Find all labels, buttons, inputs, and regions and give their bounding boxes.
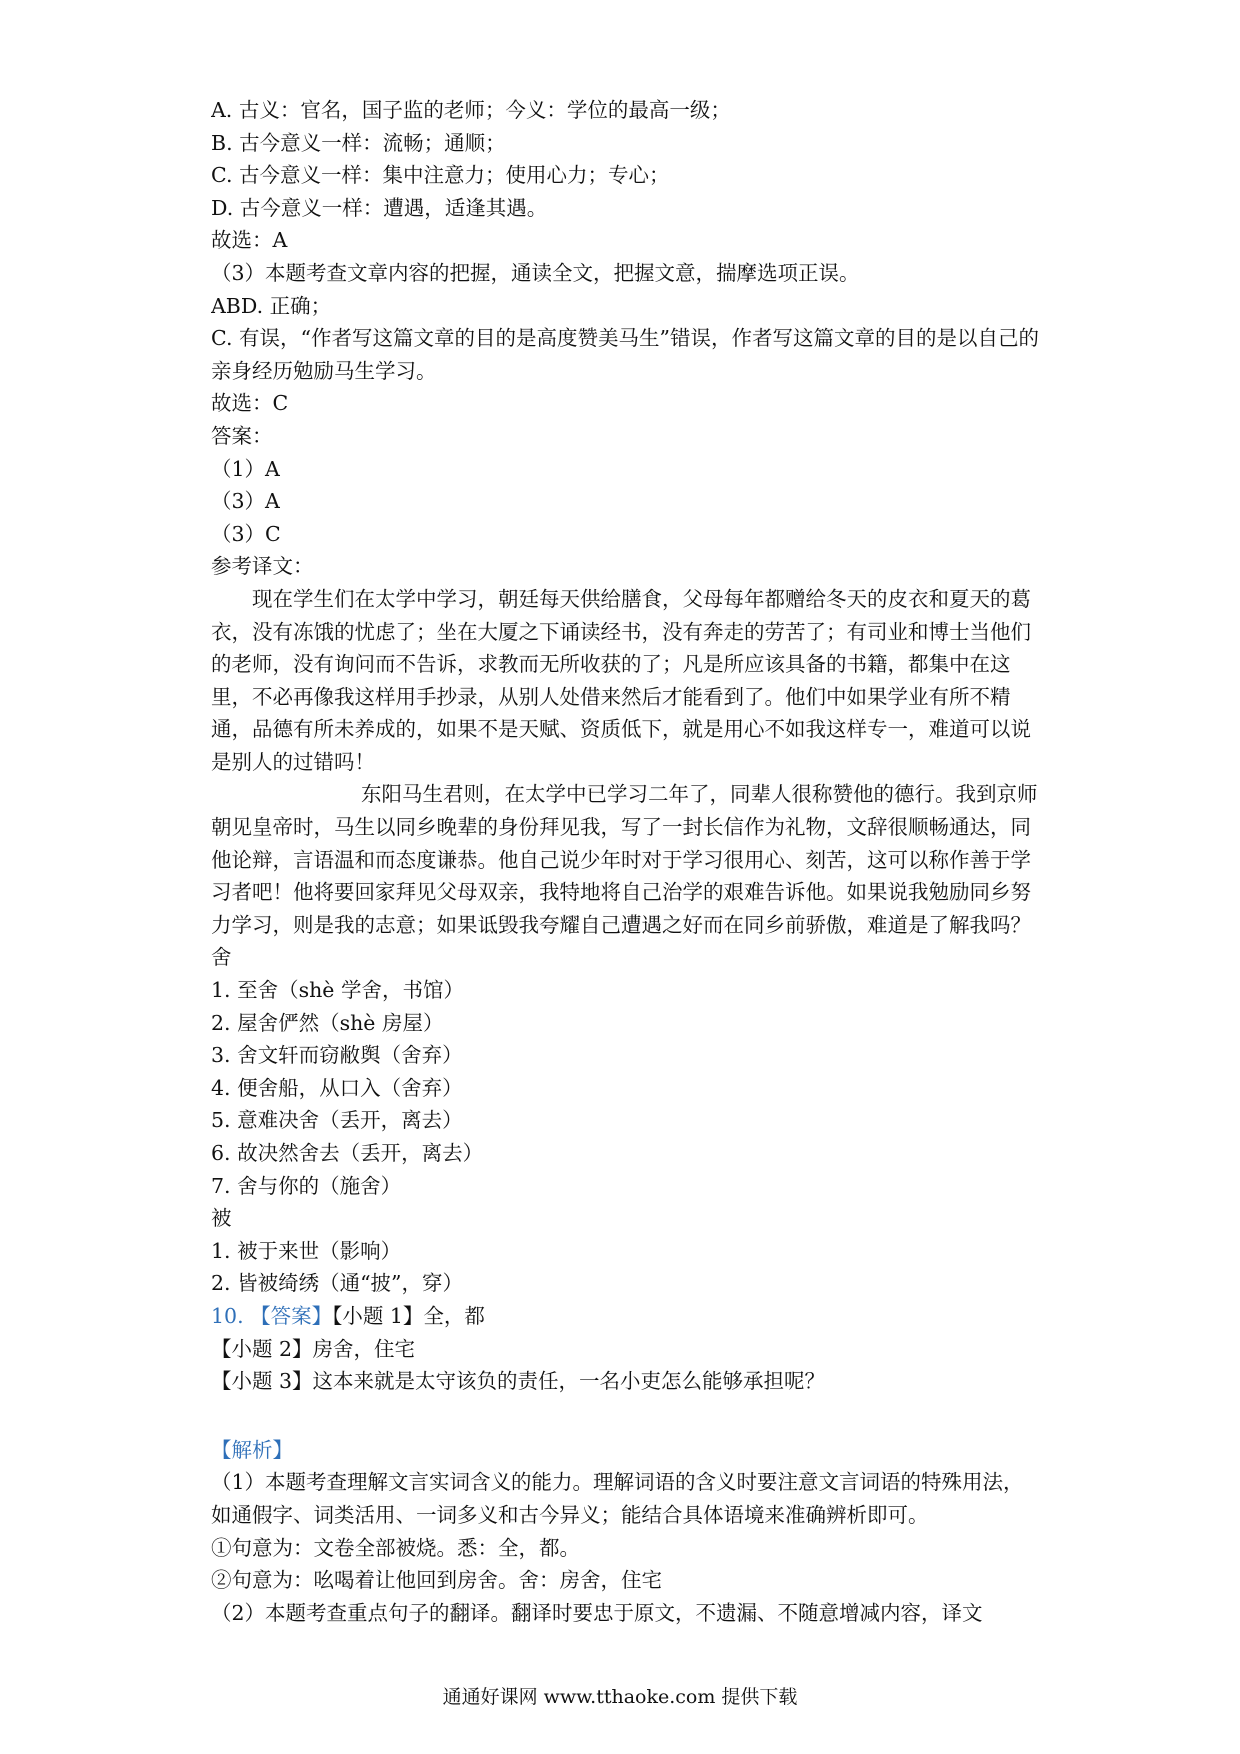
she-item: 6. 故决然舍去（丢开，离去） bbox=[211, 1141, 484, 1165]
option-c-line: C. 古今意义一样：集中注意力；使用心力；专心； bbox=[211, 163, 670, 188]
she-item: 5. 意难决舍（丢开，离去） bbox=[211, 1108, 463, 1133]
bei-item: 1. 被于来世（影响） bbox=[211, 1238, 402, 1263]
c-wrong-paragraph: C. 有误，“作者写这篇文章的目的是高度赞美马生”错误，作者写这篇文章的目的是以自己的亲身经历勉励马生学习。 bbox=[211, 326, 1039, 383]
choice-a-line: 故选：A bbox=[211, 228, 288, 253]
analysis-line-1: ①句意为：文卷全部被烧。悉：全，都。 bbox=[211, 1535, 580, 1560]
she-heading: 舍 bbox=[211, 945, 232, 970]
analysis-line-3: （2）本题考查重点句子的翻译。翻译时要忠于原文，不遗漏、不随意增减内容，译文 bbox=[211, 1600, 983, 1625]
she-item: 3. 舍文轩而窃敝舆（舍弃） bbox=[211, 1043, 463, 1068]
answer-2: （3）A bbox=[211, 489, 280, 514]
answer-3: （3）C bbox=[211, 521, 281, 546]
choice-c-line: 故选：C bbox=[211, 391, 289, 416]
she-item: 4. 便舍船，从口入（舍弃） bbox=[211, 1075, 463, 1100]
option-b-line: B. 古今意义一样：流畅；通顺； bbox=[211, 130, 506, 155]
document-body bbox=[211, 94, 1041, 1629]
answer-1: （1）A bbox=[211, 456, 280, 481]
she-item: 1. 至舍（shè 学舍，书馆） bbox=[211, 978, 464, 1003]
q10-answer-1: 【小题 1】全，都 bbox=[332, 1303, 485, 1328]
option-d-line: D. 古今意义一样：遭遇，适逢其遇。 bbox=[211, 195, 548, 220]
analysis-line-2: ②句意为：吆喝着让他回到房舍。舍：房舍，住宅 bbox=[211, 1568, 662, 1593]
analysis-label: 【解析】 bbox=[211, 1437, 293, 1462]
translation-paragraph-1: 现在学生们在太学中学习，朝廷每天供给膳食，父母每年都赠给冬天的皮衣和夏天的葛衣，没有冻饿的忧虑了；坐在大厦之下诵读经书，没有奔走的劳苦了；有司业和博士当他们的老师，没有询问而不告诉，求教而无所收获的了；凡是所应该具备的书籍，都集中在这里，不必再像我这样用手抄录，从别人处借来然后才能看到了。他们中如果学业有所不精通，品德有所未养成的，如果不是天赋、资质低下，就是用心不如我这样专一，难道可以说是别人的过错吗！ bbox=[211, 586, 1031, 774]
analysis-paragraph-1: （1）本题考查理解文言实词含义的能力。理解词语的含义时要注意文言词语的特殊用法，如通假字、词类活用、一词多义和古今异义；能结合具体语境来准确辨析即可。 bbox=[211, 1470, 1024, 1527]
q10-answer-line bbox=[211, 1300, 1041, 1333]
she-item: 2. 屋舍俨然（shè 房屋） bbox=[211, 1010, 444, 1035]
bei-heading: 被 bbox=[211, 1206, 232, 1231]
translation-heading: 参考译文： bbox=[211, 554, 314, 579]
she-item: 7. 舍与你的（施舍） bbox=[211, 1173, 402, 1198]
section-gap bbox=[211, 1398, 1041, 1434]
option-a-line: A. 古义：官名，国子监的老师；今义：学位的最高一级； bbox=[211, 98, 731, 122]
translation-paragraph-2: 东阳马生君则，在太学中已学习二年了，同辈人很称赞他的德行。我到京师朝见皇帝时，马生以同乡晚辈的身份拜见我，写了一封长信作为礼物，文辞很顺畅通达，同他论辩，言语温和而态度谦恭。他自己说少年时对于学习很用心、刻苦，这可以称作善于学习者吧！他将要回家拜见父母双亲，我特地将自己治学的艰难告诉他。如果说我勉励同乡努力学习，则是我的志意；如果诋毁我夸耀自己遭遇之好而在同乡前骄傲，难道是了解我吗？ bbox=[211, 782, 1038, 937]
q10-answer-label: 10. 【答案】 bbox=[211, 1303, 333, 1328]
page-footer: 通通好课网 www.tthaoke.com 提供下载 bbox=[442, 1686, 798, 1708]
answer-heading: 答案： bbox=[211, 423, 273, 448]
q10-answer-3: 【小题 3】这本来就是太守该负的责任，一名小吏怎么能够承担呢？ bbox=[211, 1369, 826, 1394]
q3-analysis-line: （3）本题考查文章内容的把握，通读全文，把握文意，揣摩选项正误。 bbox=[211, 260, 860, 285]
bei-item: 2. 皆被绮绣（通“披”，穿） bbox=[211, 1271, 464, 1296]
q10-answer-2: 【小题 2】房舍，住宅 bbox=[211, 1336, 416, 1361]
abd-correct-line: ABD. 正确； bbox=[211, 293, 332, 318]
